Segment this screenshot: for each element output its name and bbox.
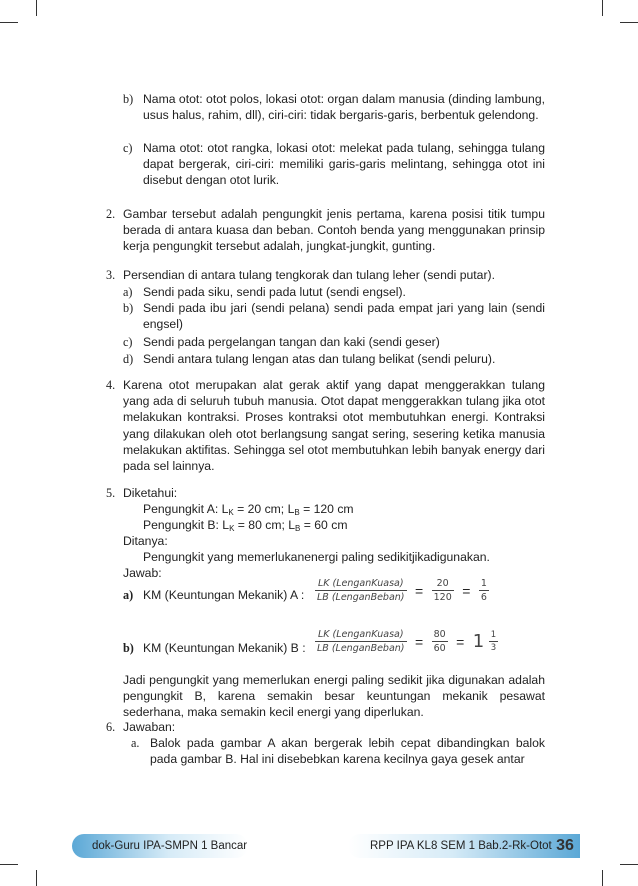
- crop-mark: [0, 864, 18, 865]
- jawab-label: Jawab:: [123, 566, 162, 580]
- km-a-label: a): [123, 588, 134, 602]
- answer-4-text: Karena otot merupakan alat gerak aktif yang dapat menggerakkan tulang yang ada di seluruh tubuh manusia. Otot dapat menggerakkan tulang jika otot melakukan kontraksi. Proses kontraksi otot membutuhkan energi. Kontraksi yang dilakukan oleh otot berlangsung sangat sering, sesering ketika manusia melakukan aktifitas. Sehingga sel otot membutuhkan lebih banyak energy dari pada sel lainnya.: [123, 378, 545, 474]
- question-number-5: 5.: [106, 486, 116, 500]
- crop-mark: [602, 0, 603, 16]
- item-label-b: b): [123, 92, 134, 106]
- footer-right-badge: [348, 834, 580, 858]
- km-b-formula: $\frac{\text{LK (LenganKuasa)}}{\text{LB (LenganBeban)}}$ = $\frac{80}{60}$ = 1 $\frac{1}{3}$: [317, 629, 497, 654]
- footer-left-text: dok-Guru IPA-SMPN 1 Bancar: [92, 840, 248, 852]
- jawaban-label: Jawaban:: [123, 720, 176, 734]
- crop-mark: [620, 864, 638, 865]
- sub-label-6a: a.: [131, 736, 140, 750]
- crop-mark: [36, 0, 37, 16]
- sub-text-6a: Balok pada gambar A akan bergerak lebih cepat dibandingkan balok pada gambar B. Hal ini disebebkan karena kecilnya gaya gesek antar: [150, 736, 545, 767]
- sub-label-3d: d): [123, 352, 134, 366]
- pengungkit-b-values: Pengungkit B: $L_K = 80$ cm; $L_B = 60$ cm: [143, 518, 348, 533]
- conclusion-text: Jadi pengungkit yang memerlukan energi paling sedikit jika digunakan adalah pengungkit B, karena semakin besar keuntungan mekanik pesawat sederhana, maka semakin kecil energi yang diperlukan.: [123, 673, 545, 720]
- question-number-2: 2.: [106, 207, 116, 221]
- km-b-label: b): [123, 641, 134, 655]
- question-number-6: 6.: [106, 720, 116, 734]
- crop-mark: [36, 870, 37, 886]
- sub-text-3a: Sendi pada siku, sendi pada lutut (sendi engsel).: [143, 285, 406, 299]
- footer-left-badge: [72, 834, 248, 858]
- km-a-formula: $\frac{\text{LK (LenganKuasa)}}{\text{LB (LenganBeban)}}$ = $\frac{20}{120}$ = $\frac{1}{6}$: [317, 578, 487, 603]
- crop-mark: [620, 22, 638, 23]
- sub-text-3d: Sendi antara tulang lengan atas dan tulang belikat (sendi peluru).: [143, 352, 496, 366]
- crop-mark: [0, 22, 18, 23]
- sub-label-3c: c): [123, 335, 133, 349]
- page-number: 36: [556, 837, 574, 854]
- km-b-text: KM (Keuntungan Mekanik) B :: [143, 641, 306, 655]
- sub-text-3c: Sendi pada pergelangan tangan dan kaki (sendi geser): [143, 335, 440, 349]
- ditanya-label: Ditanya:: [123, 534, 168, 548]
- item-c-text: Nama otot: otot rangka, lokasi otot: melekat pada tulang, sehingga tulang dapat bergerak, ciri-ciri: memiliki garis-garis melintang, sehingga otot ini disebut dengan otot lurik.: [143, 141, 545, 188]
- answer-2-text: Gambar tersebut adalah pengungkit jenis pertama, karena posisi titik tumpu berada di antara kuasa dan beban. Contoh benda yang menggunakan prinsip kerja pengungkit tersebut adalah, jungkat-jungkit, gunting.: [123, 207, 545, 254]
- item-label-c: c): [123, 141, 133, 155]
- sub-text-3b: Sendi pada ibu jari (sendi pelana) sendi pada empat jari yang lain (sendi engsel): [143, 301, 545, 332]
- km-a-text: KM (Keuntungan Mekanik) A :: [143, 588, 305, 602]
- crop-mark: [602, 870, 603, 886]
- item-b-text: Nama otot: otot polos, lokasi otot: organ dalam manusia (dinding lambung, usus halus, rahim, dll), ciri-ciri: tidak bergaris-garis, berbentuk gelendong.: [143, 92, 545, 123]
- pengungkit-a-values: Pengungkit A: $L_K = 20$ cm; $L_B = 120$ cm: [143, 502, 354, 517]
- question-number-3: 3.: [106, 268, 116, 282]
- sub-label-3b: b): [123, 301, 134, 315]
- question-number-4: 4.: [106, 378, 116, 392]
- answer-3-text: Persendian di antara tulang tengkorak dan tulang leher (sendi putar).: [123, 268, 495, 282]
- diketahui-label: Diketahui:: [123, 486, 178, 500]
- sub-label-3a: a): [123, 285, 133, 299]
- ditanya-text: Pengungkit yang memerlukanenergi paling sedikitjikadigunakan.: [143, 550, 490, 564]
- footer-right-text: RPP IPA KL8 SEM 1 Bab.2-Rk-Otot: [370, 840, 552, 852]
